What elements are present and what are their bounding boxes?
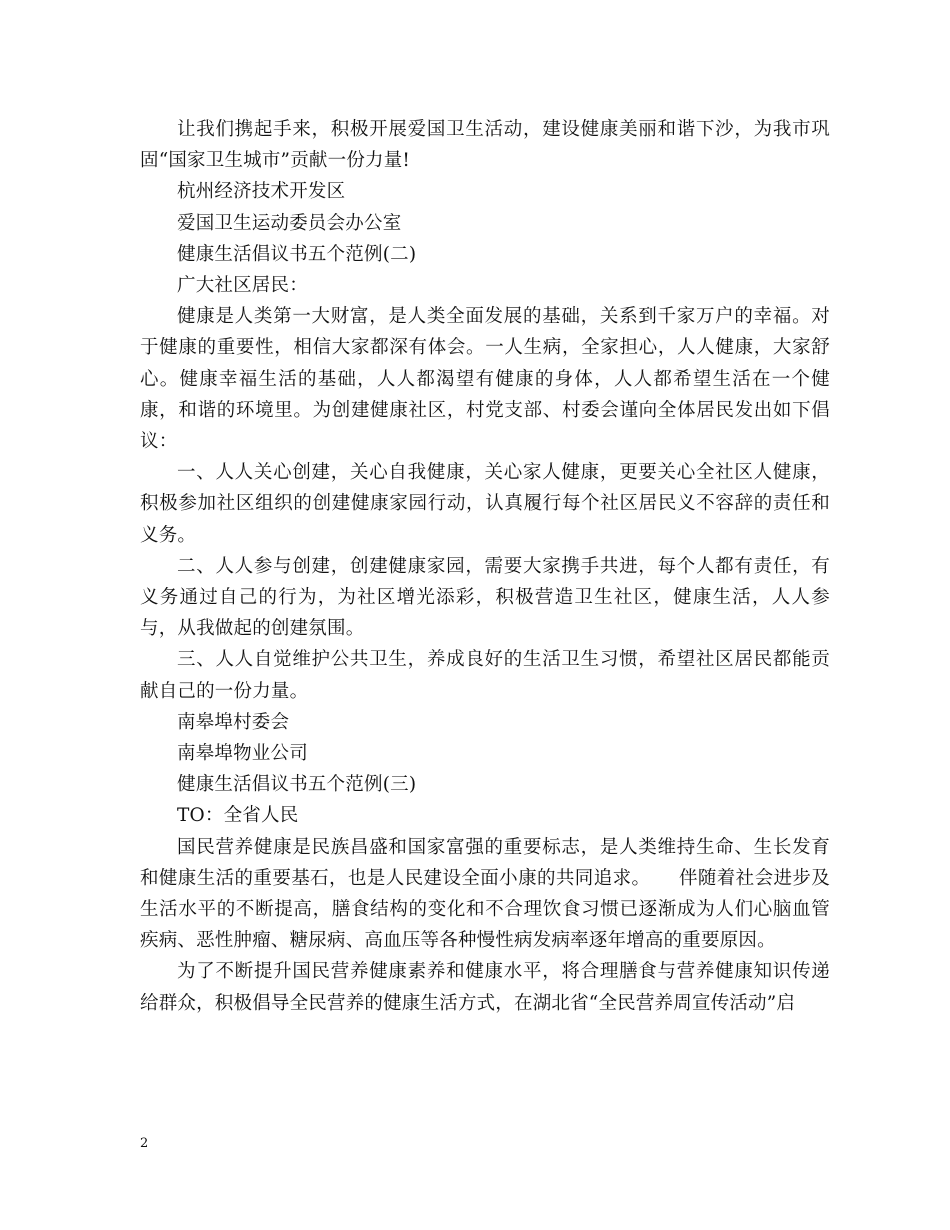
- paragraph: 三、人人自觉维护公共卫生，养成良好的生活卫生习惯，希望社区居民都能贡献自己的一份力量。: [140, 649, 830, 702]
- signature-line: 杭州经济技术开发区: [177, 181, 346, 203]
- page-number: 2: [140, 1136, 149, 1151]
- salutation: TO：全省人民: [177, 805, 299, 827]
- signature-line: 爱国卫生运动委员会办公室: [177, 212, 402, 234]
- salutation: 广大社区居民：: [177, 275, 308, 297]
- signature-line: 南皋埠物业公司: [177, 743, 308, 765]
- document-body: [140, 114, 830, 1019]
- paragraph: 二、人人参与创建，创建健康家园，需要大家携手共进，每个人都有责任，有义务通过自己的行为，为社区增光添彩，积极营造卫生社区，健康生活，人人参与，从我做起的创建氛围。: [140, 555, 830, 640]
- signature-line: 南皋埠村委会: [177, 711, 290, 733]
- section-title: 健康生活倡议书五个范例(二): [177, 243, 417, 265]
- paragraph: 让我们携起手来，积极开展爱国卫生活动，建设健康美丽和谐下沙，为我市巩固“国家卫生城市”贡献一份力量!: [140, 119, 830, 172]
- paragraph: 一、人人关心创建，关心自我健康，关心家人健康，更要关心全社区人健康，积极参加社区组织的创建健康家园行动，认真履行每个社区居民义不容辞的责任和义务。: [140, 462, 830, 546]
- section-title: 健康生活倡议书五个范例(三): [177, 774, 417, 796]
- paragraph: 为了不断提升国民营养健康素养和健康水平，将合理膳食与营养健康知识传递给群众，积极倡导全民营养的健康生活方式，在湖北省“全民营养周宣传活动”启: [140, 961, 830, 1014]
- paragraph: 国民营养健康是民族昌盛和国家富强的重要标志，是人类维持生命、生长发育和健康生活的重要基石，也是人民建设全面小康的共同追求。 伴随着社会进步及生活水平的不断提高，膳食结构的变化和不合理饮食习惯已逐渐成为人们心脑血管疾病、恶性肿瘤、糖尿病、高血压等各种慢性病发病率逐年增高的重要原因。: [140, 836, 830, 952]
- paragraph: 健康是人类第一大财富，是人类全面发展的基础，关系到千家万户的幸福。对于健康的重要性，相信大家都深有体会。一人生病，全家担心，人人健康，大家舒心。健康幸福生活的基础，人人都渴望有健康的身体，人人都希望生活在一个健康，和谐的环境里。为创建健康社区，村党支部、村委会谨向全体居民发出如下倡议：: [140, 306, 830, 453]
